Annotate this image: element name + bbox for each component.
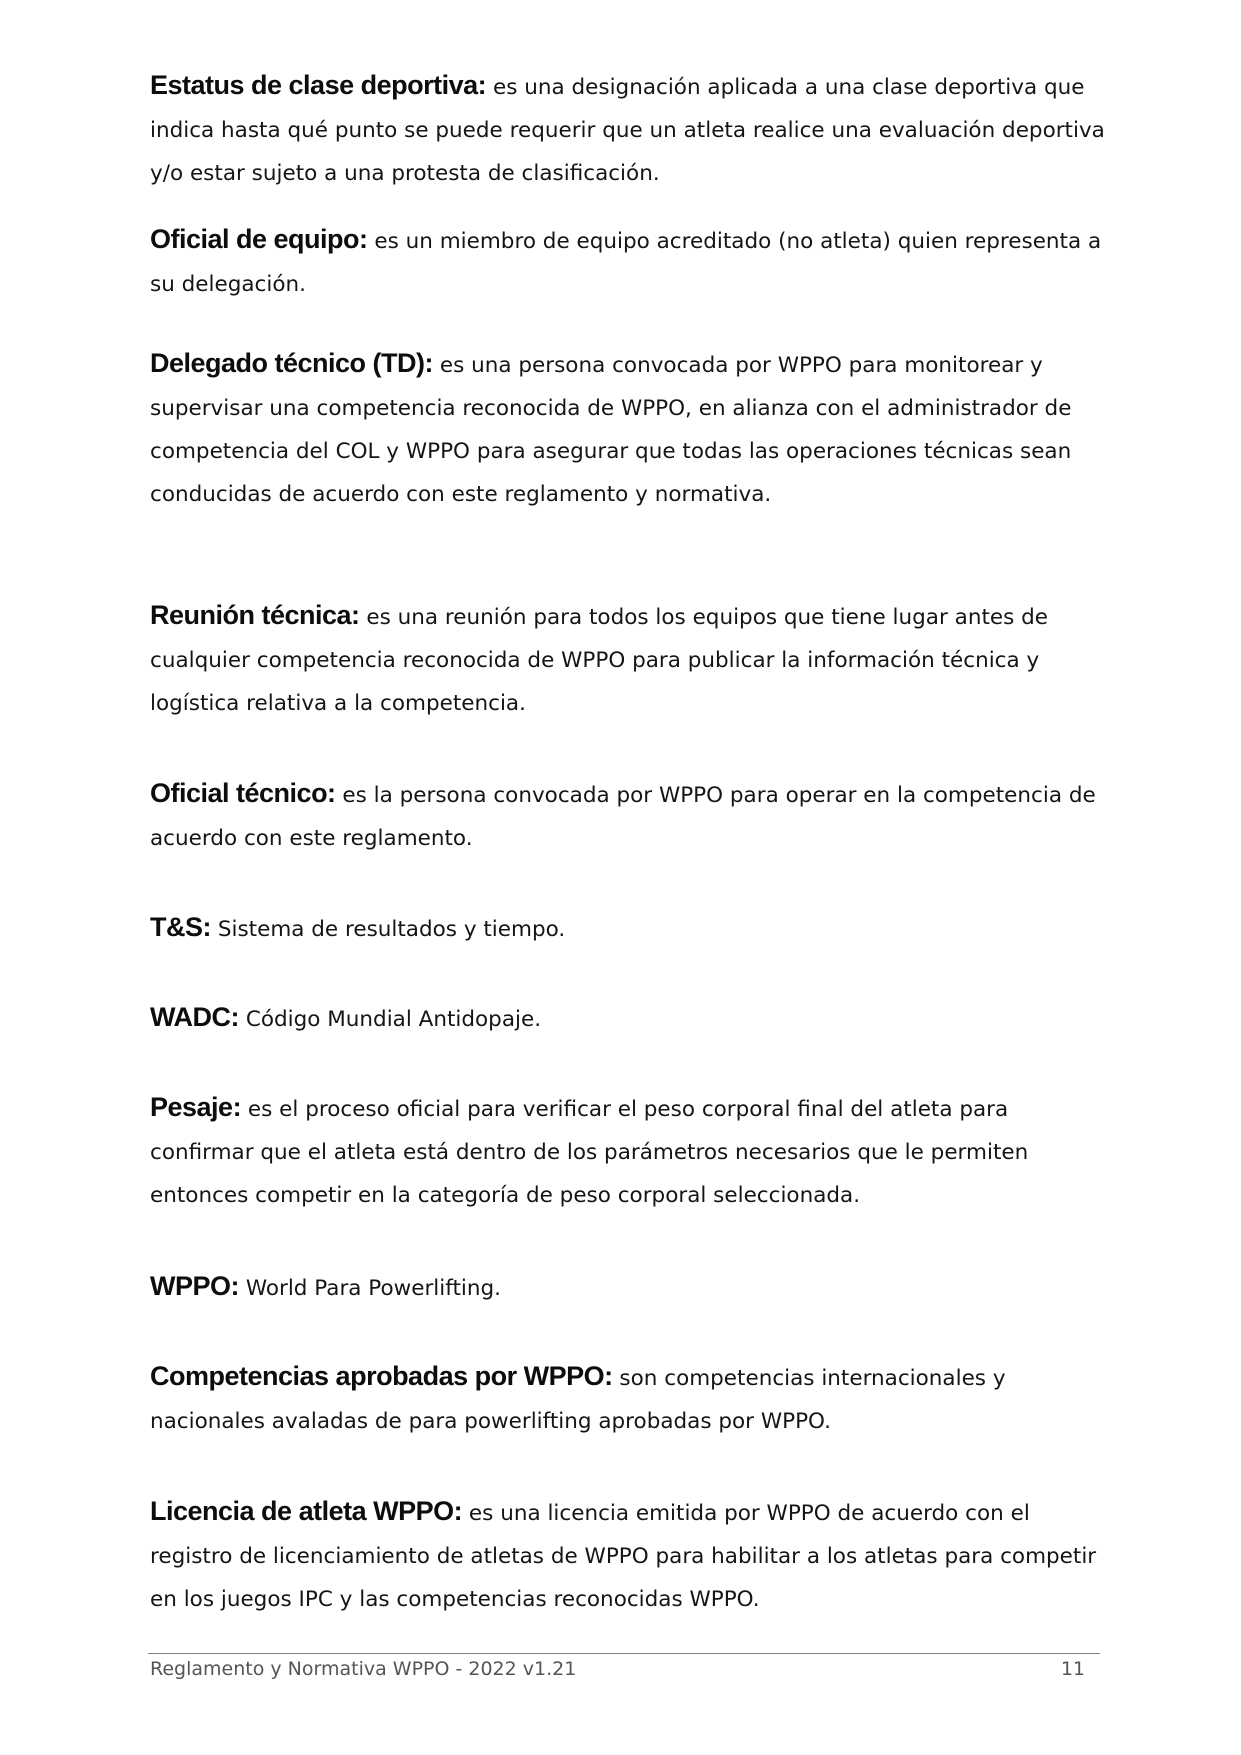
- glossary-term: Licencia de atleta WPPO:: [150, 1496, 463, 1526]
- glossary-entry-ts: [150, 906, 1110, 951]
- glossary-term: Oficial técnico:: [150, 778, 336, 808]
- glossary-definition: es una reunión para todos los equipos que tiene lugar antes de cualquier competencia reconocida de WPPO para publicar la información técnica y logística relativa a la competencia.: [150, 605, 1049, 716]
- glossary-definition: es una persona convocada por WPPO para monitorear y supervisar una competencia reconocida de WPPO, en alianza con el administrador de competencia del COL y WPPO para asegurar que todas las operaciones técnicas sean conducidas de acuerdo con este reglamento y normativa.: [150, 353, 1072, 507]
- glossary-definition: son competencias internacionales y nacionales avaladas de para powerlifting aprobadas por WPPO.: [150, 1366, 1006, 1434]
- glossary-term: Estatus de clase deportiva:: [150, 70, 487, 100]
- glossary-entry-estatus-clase-deportiva: [150, 64, 1110, 195]
- glossary-entry-wadc: [150, 996, 1110, 1041]
- glossary-entry-pesaje: [150, 1086, 1110, 1217]
- glossary-term: Delegado técnico (TD):: [150, 348, 434, 378]
- glossary-definition: es un miembro de equipo acreditado (no atleta) quien representa a su delegación.: [150, 229, 1102, 297]
- glossary-entry-licencia-atleta: [150, 1490, 1110, 1621]
- glossary-term: Reunión técnica:: [150, 600, 360, 630]
- glossary-term: WPPO:: [150, 1271, 239, 1301]
- glossary-term: Oficial de equipo:: [150, 224, 368, 254]
- glossary-definition: Sistema de resultados y tiempo.: [211, 917, 566, 942]
- page-number: 11: [1060, 1658, 1085, 1680]
- glossary-entry-oficial-tecnico: [150, 772, 1110, 860]
- glossary-entry-reunion-tecnica: [150, 594, 1110, 725]
- glossary-term: T&S:: [150, 912, 211, 942]
- glossary-definition: es una licencia emitida por WPPO de acuerdo con el registro de licenciamiento de atletas de WPPO para habilitar a los atletas para competir en los juegos IPC y las competencias reconocidas WPPO.: [150, 1501, 1097, 1612]
- glossary-definition: es una designación aplicada a una clase deportiva que indica hasta qué punto se puede requerir que un atleta realice una evaluación deportiva y/o estar sujeto a una protesta de clasificación.: [150, 75, 1105, 186]
- footer-document-title: Reglamento y Normativa WPPO - 2022 v1.21: [150, 1658, 577, 1680]
- glossary-definition: es la persona convocada por WPPO para operar en la competencia de acuerdo con este reglamento.: [150, 783, 1096, 851]
- glossary-entry-wppo: [150, 1265, 1110, 1310]
- glossary-term: Pesaje:: [150, 1092, 242, 1122]
- glossary-term: WADC:: [150, 1002, 239, 1032]
- glossary-definition: es el proceso oficial para verificar el peso corporal final del atleta para confirmar que el atleta está dentro de los parámetros necesarios que le permiten entonces competir en la categoría de peso corporal seleccionada.: [150, 1097, 1029, 1208]
- glossary-entry-oficial-equipo: [150, 218, 1110, 306]
- glossary-term: Competencias aprobadas por WPPO:: [150, 1361, 613, 1391]
- footer-divider: [148, 1653, 1100, 1654]
- glossary-entry-competencias-aprobadas: [150, 1355, 1110, 1443]
- glossary-entry-delegado-tecnico: [150, 342, 1110, 516]
- glossary-definition: World Para Powerlifting.: [239, 1276, 501, 1301]
- glossary-definition: Código Mundial Antidopaje.: [238, 1007, 542, 1032]
